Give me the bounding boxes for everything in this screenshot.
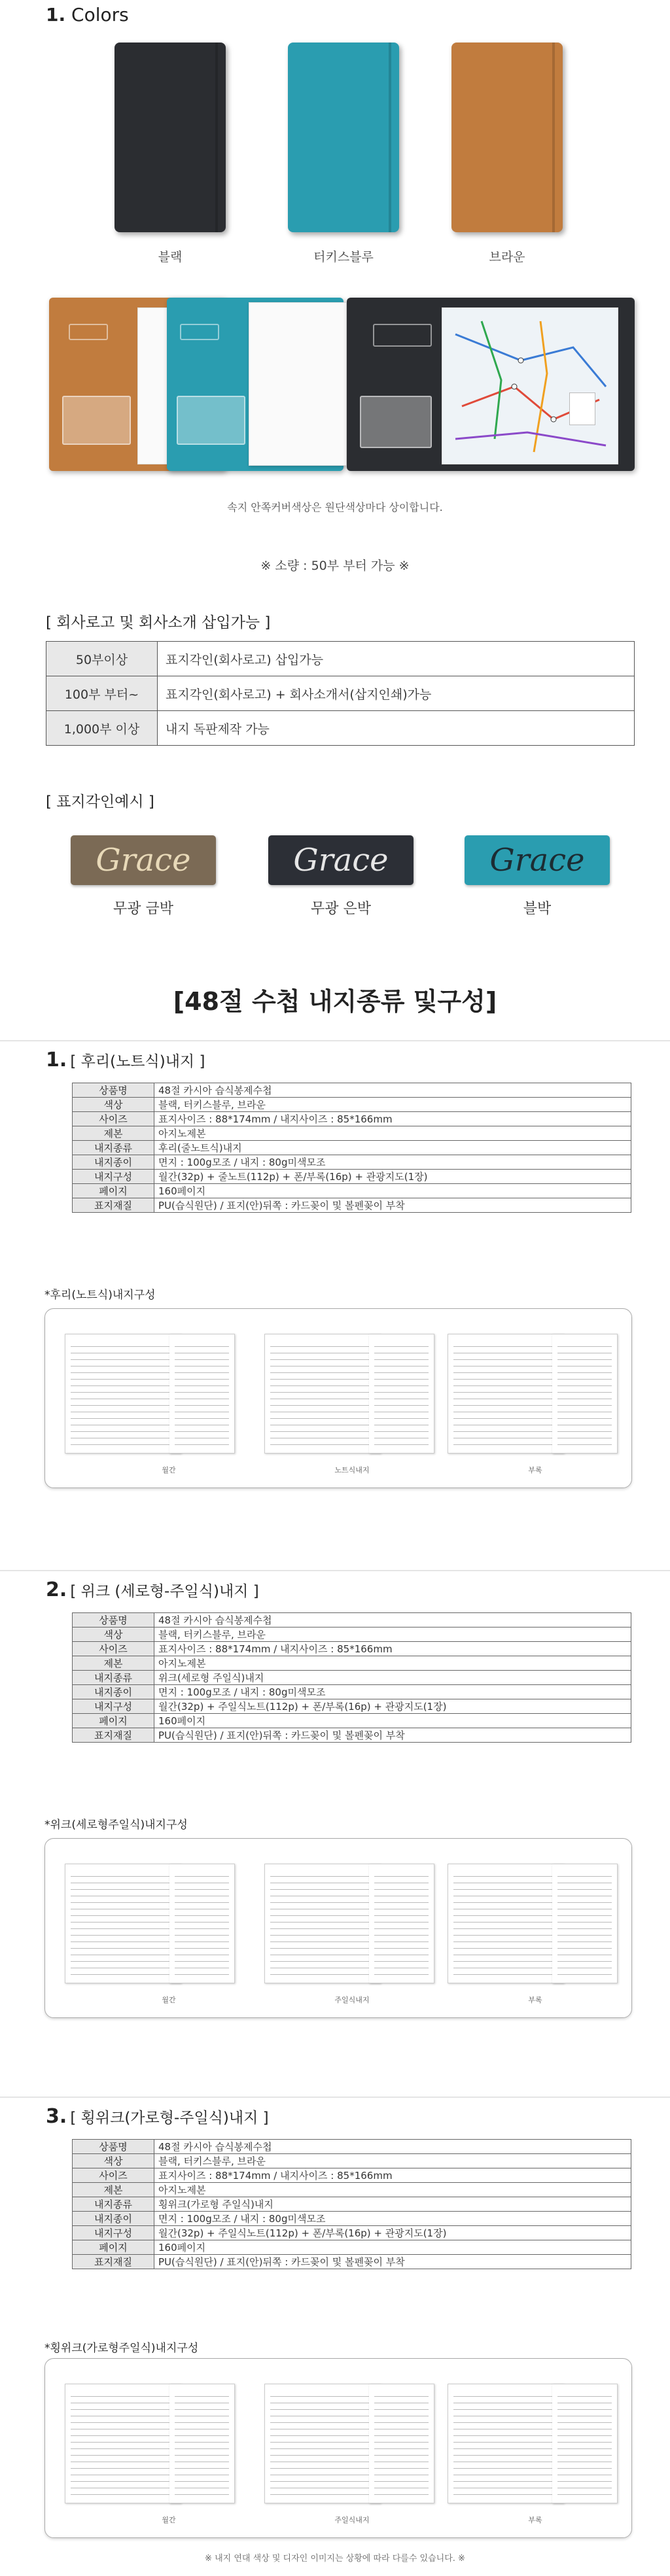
appendix-preview: [448, 1334, 564, 1453]
logo-insert-table: [46, 641, 635, 746]
black-planner-image: [115, 43, 226, 232]
inner-page-types-title: [48절 수첩 내지종류 및구성]: [173, 987, 497, 1016]
section-3-heading: 3. [ 횡위크(가로형-주일식)내지 ]: [46, 2105, 269, 2128]
quantity-note: ※ 소량 : 50부 부터 가능 ※: [260, 559, 410, 573]
stamp-gold-label: 무광 금박: [113, 901, 173, 917]
stamp-black-label: 블박: [523, 901, 552, 917]
section-3-preview-frame: 월간 주일식내지 부록: [44, 2358, 632, 2538]
footer-note: ※ 내지 연대 색상 및 디자인 이미지는 상황에 따라 다를수 있습니다. ※: [205, 2554, 465, 2564]
stamp-gold-sample: Grace: [71, 835, 216, 885]
stamp-black-sample: Grace: [465, 835, 610, 885]
section-1-preview-frame: 월간 노트식내지 부록: [44, 1308, 632, 1488]
table-row: 100부 부터~ 표지각인(회사로고) + 회사소개서(삽지인쇄)가능: [46, 676, 635, 711]
note-preview: [264, 1334, 381, 1453]
section-1-subtitle: *후리(노트식)내지구성: [44, 1289, 156, 1302]
logo-insert-title: [ 회사로고 및 회사소개 삽입가능 ]: [46, 614, 271, 631]
open-planner-black-image: [347, 298, 635, 471]
stamp-silver-label: 무광 은박: [310, 901, 371, 917]
table-row: 1,000부 이상 내지 독판제작 가능: [46, 711, 635, 746]
open-planner-white-pages: [249, 302, 347, 466]
section-1-spec-table: 상품명 48절 카시아 습식봉제수첩 색상 블랙, 터키스블루, 브라운 사이즈 표지사이즈 : 88*174mm / 내지사이즈 : 85*166mm 제본 아지노제본 내지종류 후리(줄노트식)내지 내지종이 면지 : 100g모조 / 내지 : 80g미색모조 내지구성 월간(32p) + 줄노트(112p) + 폰/부록(16p) + 관광지도(1장) 페이지 160페이지 표지재질 PU(습식원단) / 표지(안)뒤쪽 : 카드꽂이 및 볼펜꽂이 부착: [72, 1083, 631, 1213]
section-1-heading: 1. [ 후리(노트식)내지 ]: [46, 1049, 205, 1071]
color-label-black: 블랙: [158, 250, 183, 264]
colors-heading: 1. Colors: [46, 4, 129, 26]
section-3-subtitle: *횡위크(가로형주일식)내지구성: [44, 2342, 199, 2355]
stamp-examples-title: [ 표지각인예시 ]: [46, 793, 154, 810]
section-2-heading: 2. [ 위크 (세로형-주일식)내지 ]: [46, 1578, 259, 1601]
section-3-spec-table: 상품명 48절 카시아 습식봉제수첩 색상 블랙, 터키스블루, 브라운 사이즈 표지사이즈 : 88*174mm / 내지사이즈 : 85*166mm 제본 아지노제본 내지종류 횡위크(가로형 주일식)내지 내지종이 면지 : 100g모조 / 내지 : 80g미색모조 내지구성 월간(32p) + 주일식노트(112p) + 폰/부록(16p) + 관광지도(1장) 페이지 160페이지 표지재질 PU(습식원단) / 표지(안)뒤쪽 : 카드꽂이 및 볼펜꽂이 부착: [72, 2139, 631, 2269]
brown-planner-image: [451, 43, 563, 232]
inner-cover-note: 속지 안쪽커버색상은 원단색상마다 상이합니다.: [227, 501, 443, 513]
color-label-brown: 브라운: [489, 250, 525, 264]
monthly-preview: [65, 1334, 181, 1453]
turquoise-planner-image: [288, 43, 399, 232]
stamp-silver-sample: Grace: [268, 835, 414, 885]
section-2-subtitle: *위크(세로형주일식)내지구성: [44, 1819, 188, 1832]
color-label-turquoise: 터키스블루: [313, 250, 374, 264]
section-2-preview-frame: 월간 주일식내지 부록: [44, 1838, 632, 2018]
section-2-spec-table: 상품명 48절 카시아 습식봉제수첩 색상 블랙, 터키스블루, 브라운 사이즈 표지사이즈 : 88*174mm / 내지사이즈 : 85*166mm 제본 아지노제본 내지종류 위크(세로형 주일식)내지 내지종이 면지 : 100g모조 / 내지 : 80g미색모조 내지구성 월간(32p) + 주일식노트(112p) + 폰/부록(16p) + 관광지도(1장) 페이지 160페이지 표지재질 PU(습식원단) / 표지(안)뒤쪽 : 카드꽂이 및 볼펜꽂이 부착: [72, 1612, 631, 1743]
table-row: 50부이상 표지각인(회사로고) 삽입가능: [46, 642, 635, 676]
